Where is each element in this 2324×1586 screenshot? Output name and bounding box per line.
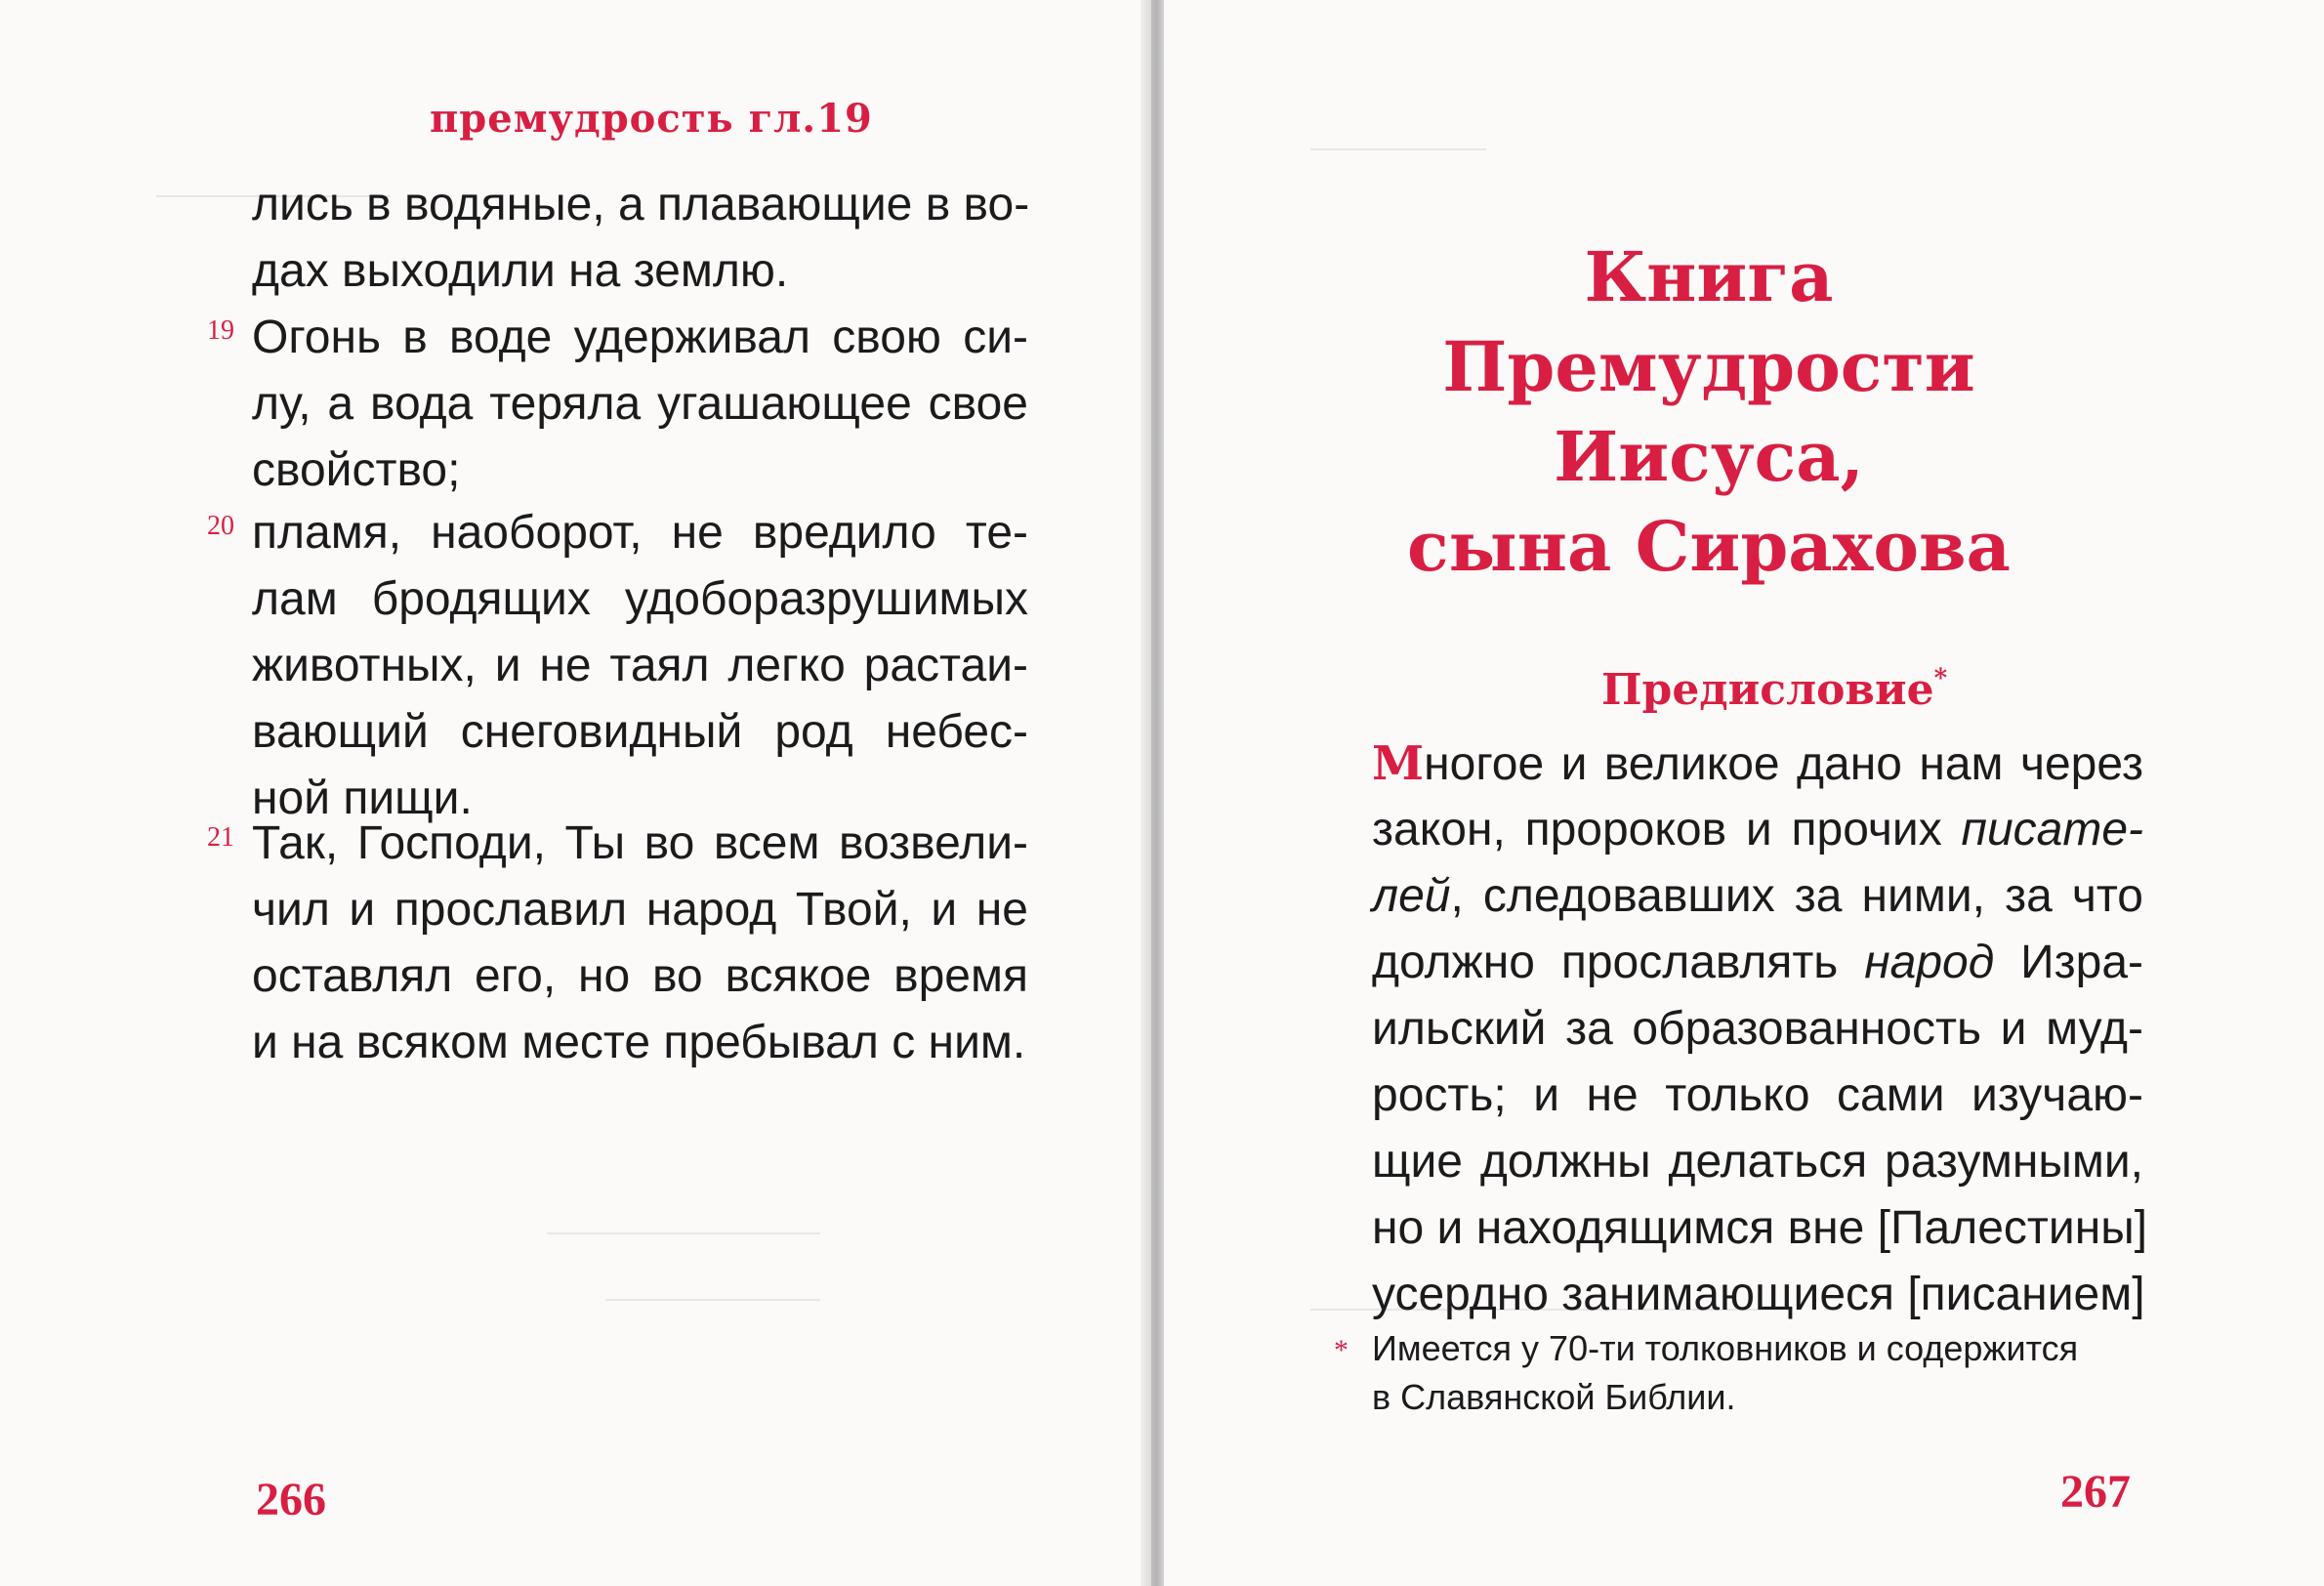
- book-title-line: Книга: [1584, 236, 1834, 317]
- book-title-line: Премудрости Иисуса,: [1442, 326, 1975, 497]
- verse-line: пламя, наоборот, не вредило те-: [252, 507, 1028, 559]
- preface-line: усердно занимающиеся [писанием]: [1372, 1269, 2145, 1320]
- preface-text-run: Изра-: [2020, 937, 2143, 988]
- bleed-through-line: [547, 1232, 820, 1234]
- verse-line: лись в водяные, а плавающие в во-: [252, 179, 1030, 230]
- verse-line: лам бродящих удоборазрушимых: [252, 573, 1028, 625]
- running-head: премудрость гл.19: [430, 96, 873, 142]
- drop-cap: М: [1372, 736, 1425, 791]
- verse-line: Огонь в воде удерживал свою си-: [252, 312, 1028, 363]
- verse-line: ной пищи.: [252, 772, 473, 824]
- verse-line: дах выходили на землю.: [252, 245, 789, 297]
- verse-continuation: [252, 172, 1028, 305]
- verse-line: животных, и не таял легко растаи-: [252, 640, 1028, 691]
- verse-number: 19: [207, 315, 234, 346]
- verse-line: оставлял его, но во всякое время: [252, 950, 1028, 1002]
- verse-19: [252, 305, 1028, 504]
- verse-21: [252, 811, 1028, 1076]
- preface-text: [1372, 730, 2148, 1328]
- preface-text-run: , следовавших за ними, за что: [1450, 870, 2143, 922]
- preface-italic-run: народ: [1864, 937, 1995, 988]
- verse-line: вающий снеговидный род небес-: [252, 706, 1028, 758]
- preface-line: [1372, 730, 2143, 797]
- verse-line: и на всяком месте пребывал с ним.: [252, 1017, 1026, 1068]
- verse-number: 21: [207, 822, 234, 853]
- footnote-reference: *: [1933, 664, 1948, 693]
- preface-line: [1372, 863, 2143, 930]
- verse-number: 20: [207, 511, 234, 541]
- bleed-through-line: [1310, 148, 1486, 150]
- bleed-through-line: [605, 1299, 820, 1301]
- spine-shadow: [1151, 0, 1157, 1586]
- preface-italic-run: писате-: [1961, 804, 2143, 856]
- preface-text-run: закон, пророков и прочих: [1372, 804, 1942, 856]
- preface-text-run: должно прославлять: [1372, 937, 1839, 988]
- page-number-left: 266: [256, 1474, 326, 1525]
- footnote-line: в Славянской Библии.: [1372, 1377, 1736, 1417]
- verse-line: лу, а вода теряла угашающее свое: [252, 378, 1028, 430]
- book-title: [1367, 232, 2051, 592]
- preface-line: щие должны делаться разумными,: [1372, 1136, 2143, 1188]
- book-title-line: сына Сирахова: [1406, 506, 2012, 587]
- verse-line: Так, Господи, Ты во всем возвели-: [252, 817, 1028, 869]
- footnote: [1372, 1324, 2143, 1422]
- verse-line: свойство;: [252, 444, 461, 496]
- preface-line: [1372, 797, 2143, 863]
- footnote-line: Имеется у 70-ти толковников и содержится: [1372, 1328, 2079, 1368]
- verse-line: чил и прославил народ Твой, и не: [252, 884, 1028, 936]
- preface-text-run: ногое и великое дано нам через: [1424, 738, 2143, 790]
- preface-line: рость; и не только сами изучаю-: [1372, 1069, 2143, 1121]
- page-number-right: 267: [2060, 1466, 2131, 1518]
- verse-20: [252, 500, 1028, 832]
- preface-line: но и находящимся вне [Палестины]: [1372, 1202, 2148, 1254]
- footnote-mark: *: [1334, 1334, 1349, 1366]
- preface-italic-run: лей: [1372, 870, 1451, 922]
- preface-line: [1372, 930, 2143, 996]
- section-title-text: Предисловие: [1601, 665, 1934, 715]
- preface-line: ильский за образованность и муд-: [1372, 1003, 2143, 1055]
- section-title: [1601, 664, 1947, 715]
